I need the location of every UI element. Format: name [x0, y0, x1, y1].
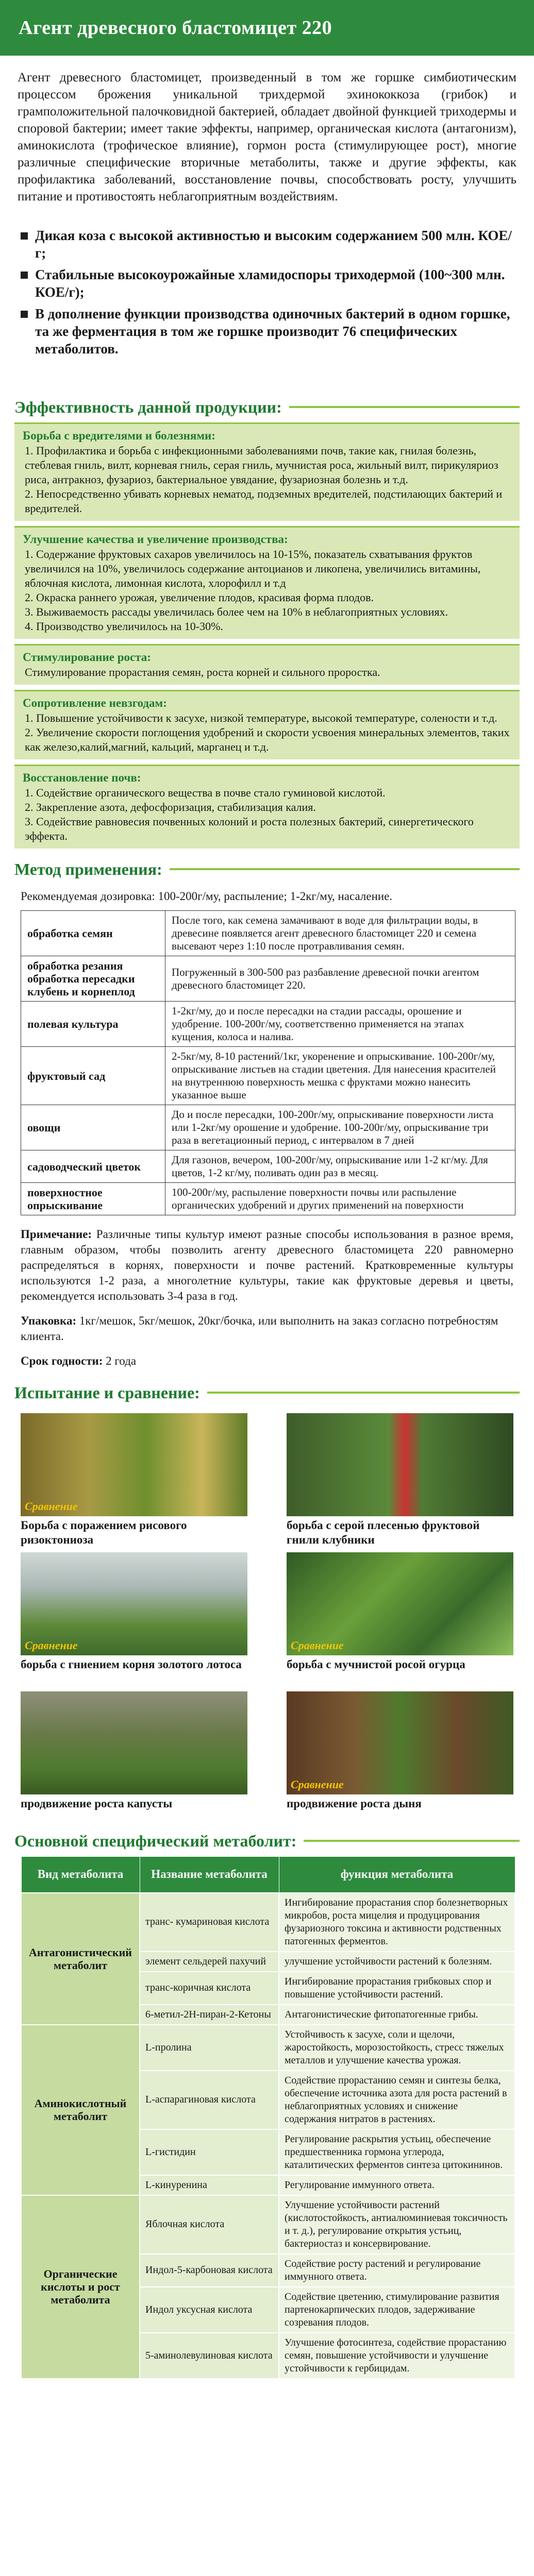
column-header: Название метаболита [140, 1857, 279, 1893]
method-heading: Метод применения: [0, 854, 534, 885]
square-bullet-icon [21, 311, 28, 318]
metabolite-name: элемент сельдерей пахучий [140, 1952, 279, 1972]
metabolite-name: 5-аминолевулиновая кислота [140, 2333, 279, 2379]
effect-line: 2. Непосредственно убивать корневых нематод, подземных вредителей, подстилающих бактерий и вредителей. [25, 487, 503, 515]
effect-box [14, 765, 520, 849]
title-bar [0, 0, 534, 56]
metabolite-name: L-аспарагиновая кислота [140, 2071, 279, 2129]
method-section [0, 885, 534, 1369]
effect-heading: Борьба с вредителями и болезнями: [23, 429, 215, 442]
metabolite-name: транс-коричная кислота [140, 1972, 279, 2005]
metabolite-function: Устойчивость к засухе, соли и щелочи, жаростойкость, морозостойкость, стресс тяжелых металлов и улучшение качества урожая. [279, 2025, 515, 2071]
metabolite-name: Индол-5-карбоновая кислота [140, 2254, 279, 2287]
effect-line: 4. Производство увеличилось на 10-30%. [25, 620, 223, 633]
metabolite-name: Яблочная кислота [140, 2195, 279, 2254]
effect-line: 1. Повышение устойчивости к засухе, низкой температуре, высокой температуре, солености и т.д. [25, 711, 497, 724]
metabolite-function: Регулирование иммунного ответа. [279, 2175, 515, 2195]
effect-line: Стимулирование прорастания семян, роста корней и сильного проростка. [25, 666, 380, 679]
effect-line: 2. Окраска раннего урожая, увеличение плодов, красивая форма плодов. [25, 591, 374, 604]
table-row [21, 956, 515, 1002]
metabolite-category: Органические кислоты и рост метаболита [21, 2195, 140, 2379]
photo-rice: Сравнение [21, 1413, 247, 1516]
metabolite-function: Содействие цветению, стимулирование развития партенокарпических плодов, задерживание созревания плодов. [279, 2287, 515, 2333]
metabolite-category: Антагонистический метаболит [21, 1893, 140, 2025]
application-method: 2-5кг/му, 8-10 растений/1кг, укоренение и опрыскивание. 100-200г/му, опрыскивание листьев на стадии цветения. Для нанесения красителей на внутреннюю поверхность мешка с фруктами можно нанесить указанное выше [165, 1047, 515, 1105]
feature-item: В дополнение функции производства одиночных бактерий в одном горшке, та же ферментация в том же горшке производит 76 специфических метаболитов. [18, 305, 516, 358]
table-row [21, 1105, 515, 1150]
effect-line: 3. Содействие равновесия почвенных колоний и роста полезных бактерий, синергетического эффекта. [25, 815, 474, 842]
metabolite-name: 6-метил-2Н-пиран-2-Кетоны [140, 2005, 279, 2025]
metabolite-category: Аминокислотный метаболит [21, 2025, 140, 2195]
metabolite-name: L-гистидин [140, 2129, 279, 2175]
note-text: Примечание: Различные типы культур имеют разные способы использования в разное время, главным образом, чтобы позволить агенту древесного бластомицета 220 равномерно распределяться в корнях, поверхности и почве растений. Кратковременные культуры используются 1-2 раза, а многолетние культуры, такие как фруктовые деревья и цветы, рекомендуется использовать 3-4 раза в год. [21, 1228, 513, 1302]
effect-line: 3. Выживаемость рассады увеличилась более чем на 10% в неблагоприятных условиях. [25, 605, 448, 618]
shelf-life-text: Срок годности: 2 года [21, 1354, 137, 1367]
metabolite-function: Улучшение устойчивости растений (кислотостойкость, антиалюминиевая токсичность и т. д.), регулирование открытия устьиц, бактериостаз и консервирование. [279, 2195, 515, 2254]
intro-paragraph: Агент древесного бластомицет, произведенный в том же горшке симбиотическим процессом брожения уникальной трихдермой эхинококкоза (грибок) и грамположительной палочковидной бактерией, обладает двойной функцией триходермы и споровой бактерии; имеет такие эффекты, например, органическая кислота (антагонизм), аминокислота (трофическое влияние), гормон роста (стимулирующее рост), многие различные специфические вторичные метаболиты, также и другие эффекты, как профилактика заболеваний, восстановление почвы, способствовать росту, улучшить питание и противостоять неблагоприятным воздействиям. [18, 71, 516, 204]
divider [170, 868, 520, 870]
effect-heading: Улучшение качества и увеличение производства: [23, 533, 288, 546]
effect-box [14, 690, 520, 759]
effect-line: 2. Увеличение скорости поглощения удобрений и скорости усвоения минеральных элементов, таких как железо,калий,магний, кальций, марганец и т.д. [25, 726, 510, 753]
metabolite-table [21, 1856, 515, 2379]
table-row [21, 2025, 515, 2071]
photo-caption: борьба с мучнистой росой огурца [287, 1658, 465, 1671]
application-type: поверхностное опрыскивание [21, 1183, 165, 1215]
application-table [21, 910, 515, 1215]
square-bullet-icon [21, 272, 28, 279]
effect-heading: Стимулирование роста: [23, 651, 151, 664]
dosage-text: Рекомендуемая дозировка: 100-200г/му, распыление; 1-2кг/му, насаление. [21, 890, 393, 903]
metabolite-function: Ингибирование прорастания спор болезнетворных микробов, роста мицелия и продуцирования фузариозного токсина и активности родственных патогенных ферментов. [279, 1893, 515, 1952]
table-row [21, 2195, 515, 2254]
photo-caption: борьба с серой плесенью фруктовой гнили клубники [287, 1519, 480, 1546]
application-type: полевая культура [21, 1002, 165, 1047]
application-method: 100-200г/му, распыление поверхности почвы или распыление органических удобрений и других применений на поверхности [165, 1183, 515, 1215]
effects-section [0, 422, 534, 849]
packaging-text: Упаковка: 1кг/мешок, 5кг/мешок, 20кг/бочка, или выполнить на заказ согласно потребностям клиента. [21, 1314, 498, 1343]
effect-heading: Сопротивление невзгодам: [23, 697, 167, 709]
metabolite-function: Содействие росту растений и регулирование иммунного ответа. [279, 2254, 515, 2287]
photo-cucumber: Сравнение [287, 1552, 513, 1655]
effect-box [14, 644, 520, 685]
table-row [21, 1002, 515, 1047]
application-method: После того, как семена замачивают в воде для фильтрации воды, в древесине появляется агент древесного бластомицет 220 и семена высевают через 1:10 после протравливания семян. [165, 911, 515, 956]
metabolite-heading: Основной специфический метаболит: [0, 1825, 534, 1856]
metabolite-name: Индол уксусная кислота [140, 2287, 279, 2333]
effect-line: 1. Содействие органического вещества в почве стало гуминовой кислотой. [25, 786, 386, 799]
application-method: Погруженный в 300-500 раз разбавление древесной почки агентом древесного бластомицет 220. [165, 956, 515, 1002]
photo-caption: продвижение роста капусты [21, 1797, 173, 1810]
effect-box [14, 422, 520, 521]
application-type: садоводческий цветок [21, 1150, 165, 1183]
divider [207, 1392, 520, 1394]
photo-caption: борьба с гниением корня золотого лотоса [21, 1658, 242, 1671]
metabolite-function: Ингибирование прорастания грибковых спор и повышение устойчивости растений. [279, 1972, 515, 2005]
page-title: Агент древесного бластомицет 220 [19, 17, 332, 39]
effect-line: 1. Содержание фруктовых сахаров увеличилось на 10-15%, показатель схватывания фруктов увеличился на 10%, увеличилось содержание антоцианов и ликопена, увеличились витамины, яблочная кислота, лимонная кислота, хлорофилл и т.д [25, 548, 481, 589]
table-row [21, 1183, 515, 1215]
table-row [21, 911, 515, 956]
metabolite-name: L-кинуренина [140, 2175, 279, 2195]
effect-line: 2. Закрепление азота, дефосфоризация, стабилизация калия. [25, 801, 316, 814]
effect-line: 1. Профилактика и борьба с инфекционными заболеваниями почв, такие как, гнилая болезнь, стеблевая гниль, вилт, корневая гниль, серая гниль, мучнистая роса, жильный вилт, пирикуляриоз риса, антракноз, фузариоз, бактериальное увядание, фузариозная болезнь и т.д. [25, 444, 498, 486]
application-type: обработка резания обработка пересадки клубень и корнеплод [21, 956, 165, 1002]
column-header: функция метаболита [279, 1857, 515, 1893]
square-bullet-icon [21, 232, 28, 240]
photo-melon: Сравнение [287, 1691, 513, 1794]
photo-caption: продвижение роста дыня [287, 1797, 422, 1810]
effect-heading: Восстановление почв: [23, 771, 141, 784]
table-row [21, 1893, 515, 1952]
application-method: 1-2кг/му, до и после пересадки на стадии рассады, орошение и удобрение. 100-200г/му, соответственно применяется на этапах кущения, колоса и налива. [165, 1002, 515, 1047]
table-row [21, 1047, 515, 1105]
effect-box [14, 526, 520, 639]
application-type: овощи [21, 1105, 165, 1150]
feature-item: Стабильные высокоурожайные хламидоспоры триходермой (100~300 млн. КОЕ/г); [18, 266, 516, 301]
metabolite-name: L-пролина [140, 2025, 279, 2071]
effects-heading: Эффективность данной продукции: [0, 392, 534, 422]
table-row [21, 1150, 515, 1183]
column-header: Вид метаболита [21, 1857, 140, 1893]
photo-caption: Борьба с поражением рисового ризоктониоза [21, 1519, 187, 1546]
test-heading: Испытание и сравнение: [0, 1377, 534, 1408]
divider [304, 1840, 520, 1842]
photo-lotus: Сравнение [21, 1552, 247, 1655]
divider [289, 406, 520, 408]
feature-list [0, 222, 534, 392]
application-method: До и после пересадки, 100-200г/му, опрыскивание поверхности листа или 1-2кг/му орошение и удобрение. 100-200г/му, опрыскивание три раза в вегетационный период, с интервалом в 7 дней [165, 1105, 515, 1150]
application-type: обработка семян [21, 911, 165, 956]
metabolite-name: транс- кумариновая кислота [140, 1893, 279, 1952]
photo-strawberry [287, 1413, 513, 1516]
metabolite-function: Улучшение фотосинтеза, содействие прорастанию семян, повышение устойчивости и улучшение устойчивости к гербицидам. [279, 2333, 515, 2379]
feature-item: Дикая коза с высокой активностью и высоким содержанием 500 млн. КОЕ/г; [18, 227, 516, 262]
metabolite-function: улучшение устойчивости растений к болезням. [279, 1952, 515, 1972]
photo-grid [0, 1408, 534, 1820]
application-method: Для газонов, вечером, 100-200г/му, опрыскивание или 1-2 кг/му. Для цветов, 1-2 кг/му, поливать один раз в месяц. [165, 1150, 515, 1183]
metabolite-function: Регулирование раскрытия устьиц, обеспечение предшественника гормона углерода, каталитических ферментов синтеза цитокининов. [279, 2129, 515, 2175]
photo-cabbage [21, 1691, 247, 1794]
metabolite-function: Антагонистические фитопатогенные грибы. [279, 2005, 515, 2025]
metabolite-function: Содействие прорастанию семян и синтезы белка, обеспечение источника азота для роста растений в неблагоприятных условиях и снижение содержания нитратов в растениях. [279, 2071, 515, 2129]
application-type: фруктовый сад [21, 1047, 165, 1105]
